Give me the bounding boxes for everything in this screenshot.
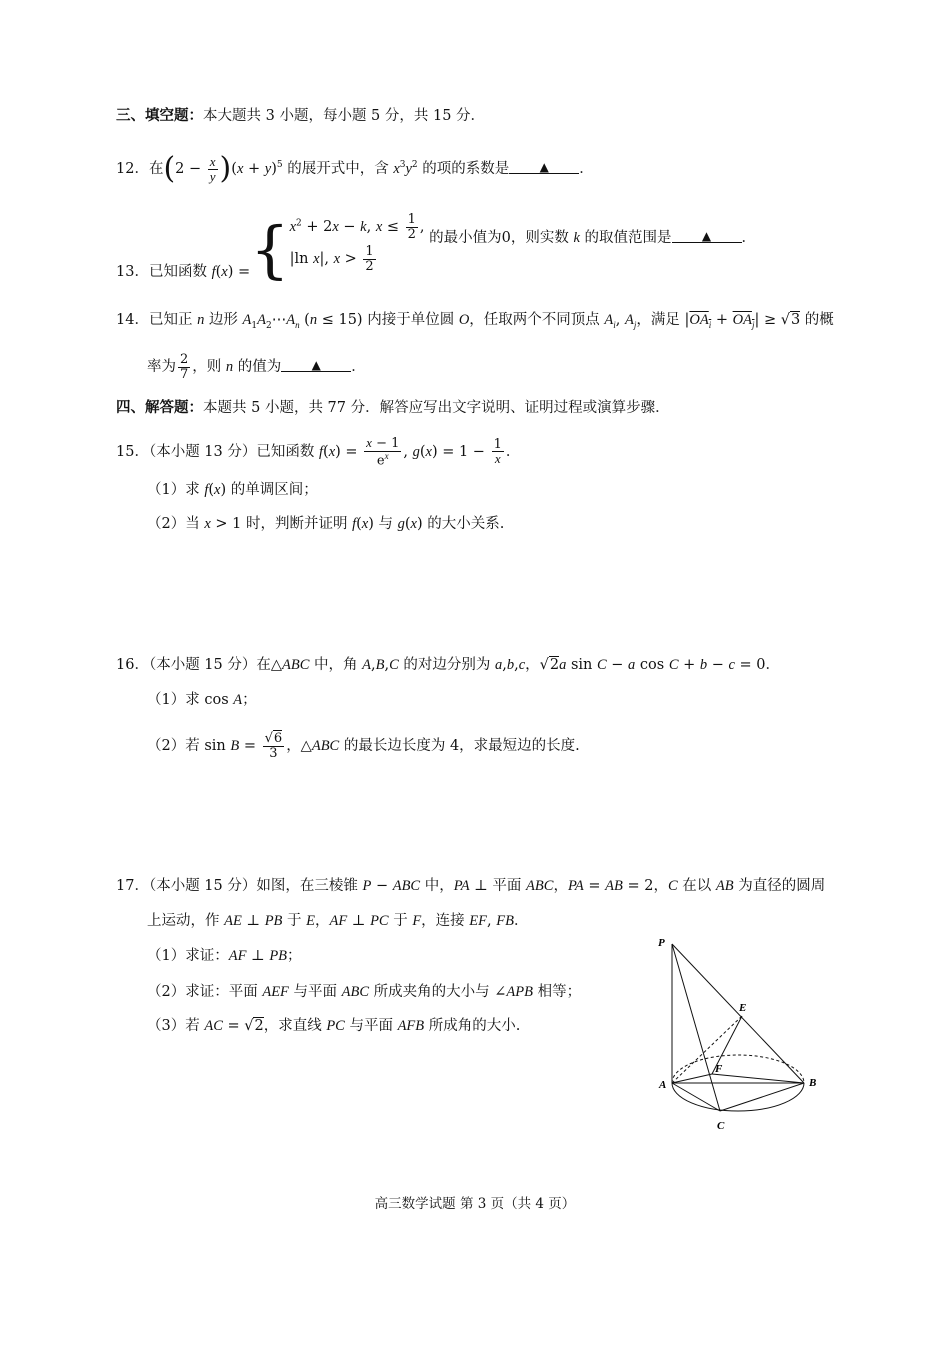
q14-answer-blank: ▲ <box>281 359 351 372</box>
label-F: F <box>715 1063 723 1075</box>
q15-part2: （2）当 x > 1 时，判断并证明 f(x) 与 g(x) 的大小关系. <box>147 516 505 532</box>
q17-part2: （2）求证：平面 AEF 与平面 ABC 所成夹角的大小与 ∠APB 相等； <box>147 984 582 1000</box>
section4-heading: 四、解答题： <box>116 399 203 416</box>
label-P: P <box>658 937 665 949</box>
question-13: 13．已知函数 f(x) ={ $x^2 + 2x - k$, x ≤ $\frac{1}{2}$ , |ln x|, x > $\frac{1}{2}$ 的最小值为0，则实数 k 的取值范围是 ▲ ． <box>116 212 757 286</box>
label-A: A <box>659 1079 667 1091</box>
question-14-line2: 率为 $\frac{2}{7}$ ，则 n 的值为 ▲ ． <box>147 352 366 382</box>
section3-heading-line <box>116 109 485 124</box>
q17-number: 17． <box>116 878 149 894</box>
q17-part3: （3）若 AC = √2，求直线 PC 与平面 AFB 所成角的大小. <box>147 1018 521 1034</box>
q13-answer-blank: ▲ <box>672 230 742 243</box>
question-17-line2: 上运动，作 AE ⊥ PB 于 E，AF ⊥ PC 于 F，连接 EF, FB． <box>147 913 529 929</box>
label-E: E <box>739 1002 747 1014</box>
question-17-line1: 17．（本小题 15 分）如图，在三棱锥 P − ABC 中，PA ⊥ 平面 ABC，PA = AB = 2，C 在以 AB 为直径的圆周 <box>116 878 826 894</box>
q15-part1: （1）求 f(x) 的单调区间； <box>147 482 318 498</box>
q16-part1: （1）求 cos A； <box>147 692 257 708</box>
q17-pyramid-figure <box>650 930 830 1135</box>
question-16: 16．（本小题 15 分）在△ABC 中，角 A,B,C 的对边分别为 a,b,c，√2a sin C − a cos C + b − c = 0． <box>116 657 781 673</box>
q13-number: 13． <box>116 264 149 280</box>
q14-number: 14． <box>116 312 149 328</box>
section4-description: 本题共 5 小题，共 77 分．解答应写出文字说明、证明过程或演算步骤． <box>203 400 670 416</box>
question-12: 12．在(2 − $\frac{x}{y}$ )$(x + y)^5$ 的展开式中，含 $x^3y^2$ 的项的系数是 ▲ ． <box>116 151 594 186</box>
segment-FB <box>712 1074 804 1083</box>
segment-AE <box>672 1016 742 1083</box>
question-15: 15．（本小题 13 分）已知函数 f(x) = $\frac{x - 1}{e^x}$ , g(x) = 1 − $\frac{1}{x}$ ． <box>116 435 521 468</box>
question-14-line1: 14．已知正 n 边形 $A_1A_2\cdots A_n$ (n ≤ 15) 内接于单位圆 O，任取两个不同顶点 $A_i$, $A_j$，满足 $|OA_i + OA_j| \ge √3$ 的概 <box>116 312 834 331</box>
section3-heading: 三、填空题： <box>116 107 203 124</box>
q15-points: （本小题 13 分） <box>148 443 257 460</box>
base-circle-front <box>672 1083 804 1111</box>
q17-part1: （1）求证：AF ⊥ PB； <box>147 948 302 964</box>
q12-answer-blank: ▲ <box>509 161 579 174</box>
q12-number: 12． <box>116 161 149 177</box>
q16-number: 16． <box>116 657 149 673</box>
label-C: C <box>717 1120 725 1132</box>
segment-AF <box>672 1074 712 1083</box>
q17-points: （本小题 15 分） <box>148 878 257 894</box>
section4-heading-line <box>116 401 670 416</box>
page-footer: 高三数学试题 第 3 页（共 4 页） <box>374 1196 576 1212</box>
edge-BC <box>720 1083 804 1111</box>
section3-description: 本大题共 3 小题，每小题 5 分，共 15 分． <box>203 108 486 124</box>
label-B: B <box>809 1077 817 1089</box>
q16-points: （本小题 15 分） <box>148 657 257 673</box>
q15-number: 15． <box>116 443 149 460</box>
q16-part2: （2）若 sin B = $\frac{√6}{3}$ ，△ABC 的最长边长度为 4，求最短边的长度. <box>147 731 580 761</box>
